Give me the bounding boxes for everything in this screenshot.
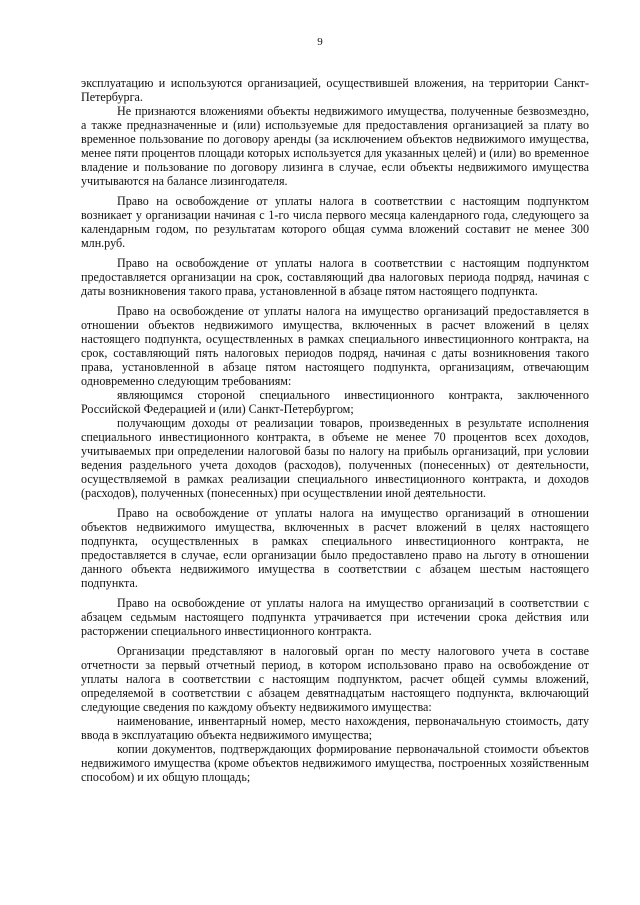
paragraph: копии документов, подтверждающих формирование первоначальной стоимости объектов недвижимого имущества (кроме объектов недвижимого имущества, построенных хозяйственным способом) и их общую площадь;	[81, 742, 589, 784]
paragraph: эксплуатацию и используются организацией, осуществившей вложения, на территории Санкт-Петербурга.	[81, 76, 589, 104]
paragraph: наименование, инвентарный номер, место нахождения, первоначальную стоимость, дату ввода в эксплуатацию объекта недвижимого имущества;	[81, 714, 589, 742]
paragraph: Право на освобождение от уплаты налога на имущество организаций в отношении объектов недвижимого имущества, включенных в расчет вложений в целях настоящего подпункта, осуществленных в рамках специального инвестиционного контракта, не предоставляется в случае, если организации было предоставлено право на льготу в отношении данного объекта недвижимого имущества в соответствии с абзацем шестым настоящего подпункта.	[81, 506, 589, 590]
paragraph: Организации представляют в налоговый орган по месту налогового учета в составе отчетности за первый отчетный период, в котором использовано право на освобождение от уплаты налога в соответствии с настоящим подпунктом, расчет общей суммы вложений, определяемой в соответствии с абзацем девятнадцатым настоящего подпункта, включающий следующие сведения по каждому объекту недвижимого имущества:	[81, 644, 589, 714]
paragraph: Право на освобождение от уплаты налога на имущество организаций предоставляется в отношении объектов недвижимого имущества, включенных в расчет вложений в целях настоящего подпункта, осуществленных в рамках специального инвестиционного контракта, на срок, составляющий пять налоговых периодов подряд, начиная с даты возникновения такого права, установленной в абзаце пятом настоящего подпункта, организациям, отвечающим одновременно следующим требованиям:	[81, 304, 589, 388]
paragraph: Право на освобождение от уплаты налога на имущество организаций в соответствии с абзацем седьмым настоящего подпункта утрачивается при истечении срока действия или расторжении специального инвестиционного контракта.	[81, 596, 589, 638]
paragraph: являющимся стороной специального инвестиционного контракта, заключенного Российской Федерацией и (или) Санкт-Петербургом;	[81, 388, 589, 416]
paragraph: Право на освобождение от уплаты налога в соответствии с настоящим подпунктом возникает у организации начиная с 1-го числа первого месяца календарного года, следующего за календарным годом, по результатам которого общая сумма вложений составит не менее 300 млн.руб.	[81, 194, 589, 250]
document-body	[81, 76, 589, 784]
paragraph: Не признаются вложениями объекты недвижимого имущества, полученные безвозмездно, а также предназначенные и (или) используемые для предоставления организацией за плату во временное пользование по договору аренды (за исключением объектов недвижимого имущества, менее пяти процентов площади которых используется для указанных целей) и (или) во временное владение и пользование по договору лизинга в случае, если объекты недвижимого имущества учитываются на балансе лизингодателя.	[81, 104, 589, 188]
paragraph: Право на освобождение от уплаты налога в соответствии с настоящим подпунктом предоставляется организации на срок, составляющий два налоговых периода подряд, начиная с даты возникновения такого права, установленной в абзаце пятом настоящего подпункта.	[81, 256, 589, 298]
paragraph: получающим доходы от реализации товаров, произведенных в результате исполнения специального инвестиционного контракта, в объеме не менее 70 процентов всех доходов, учитываемых при определении налоговой базы по налогу на прибыль организаций, при условии ведения раздельного учета доходов (расходов), полученных (понесенных) от деятельности, осуществляемой в рамках реализации специального инвестиционного контракта, и доходов (расходов), полученных (понесенных) при осуществлении иной деятельности.	[81, 416, 589, 500]
page-number: 9	[317, 36, 323, 48]
